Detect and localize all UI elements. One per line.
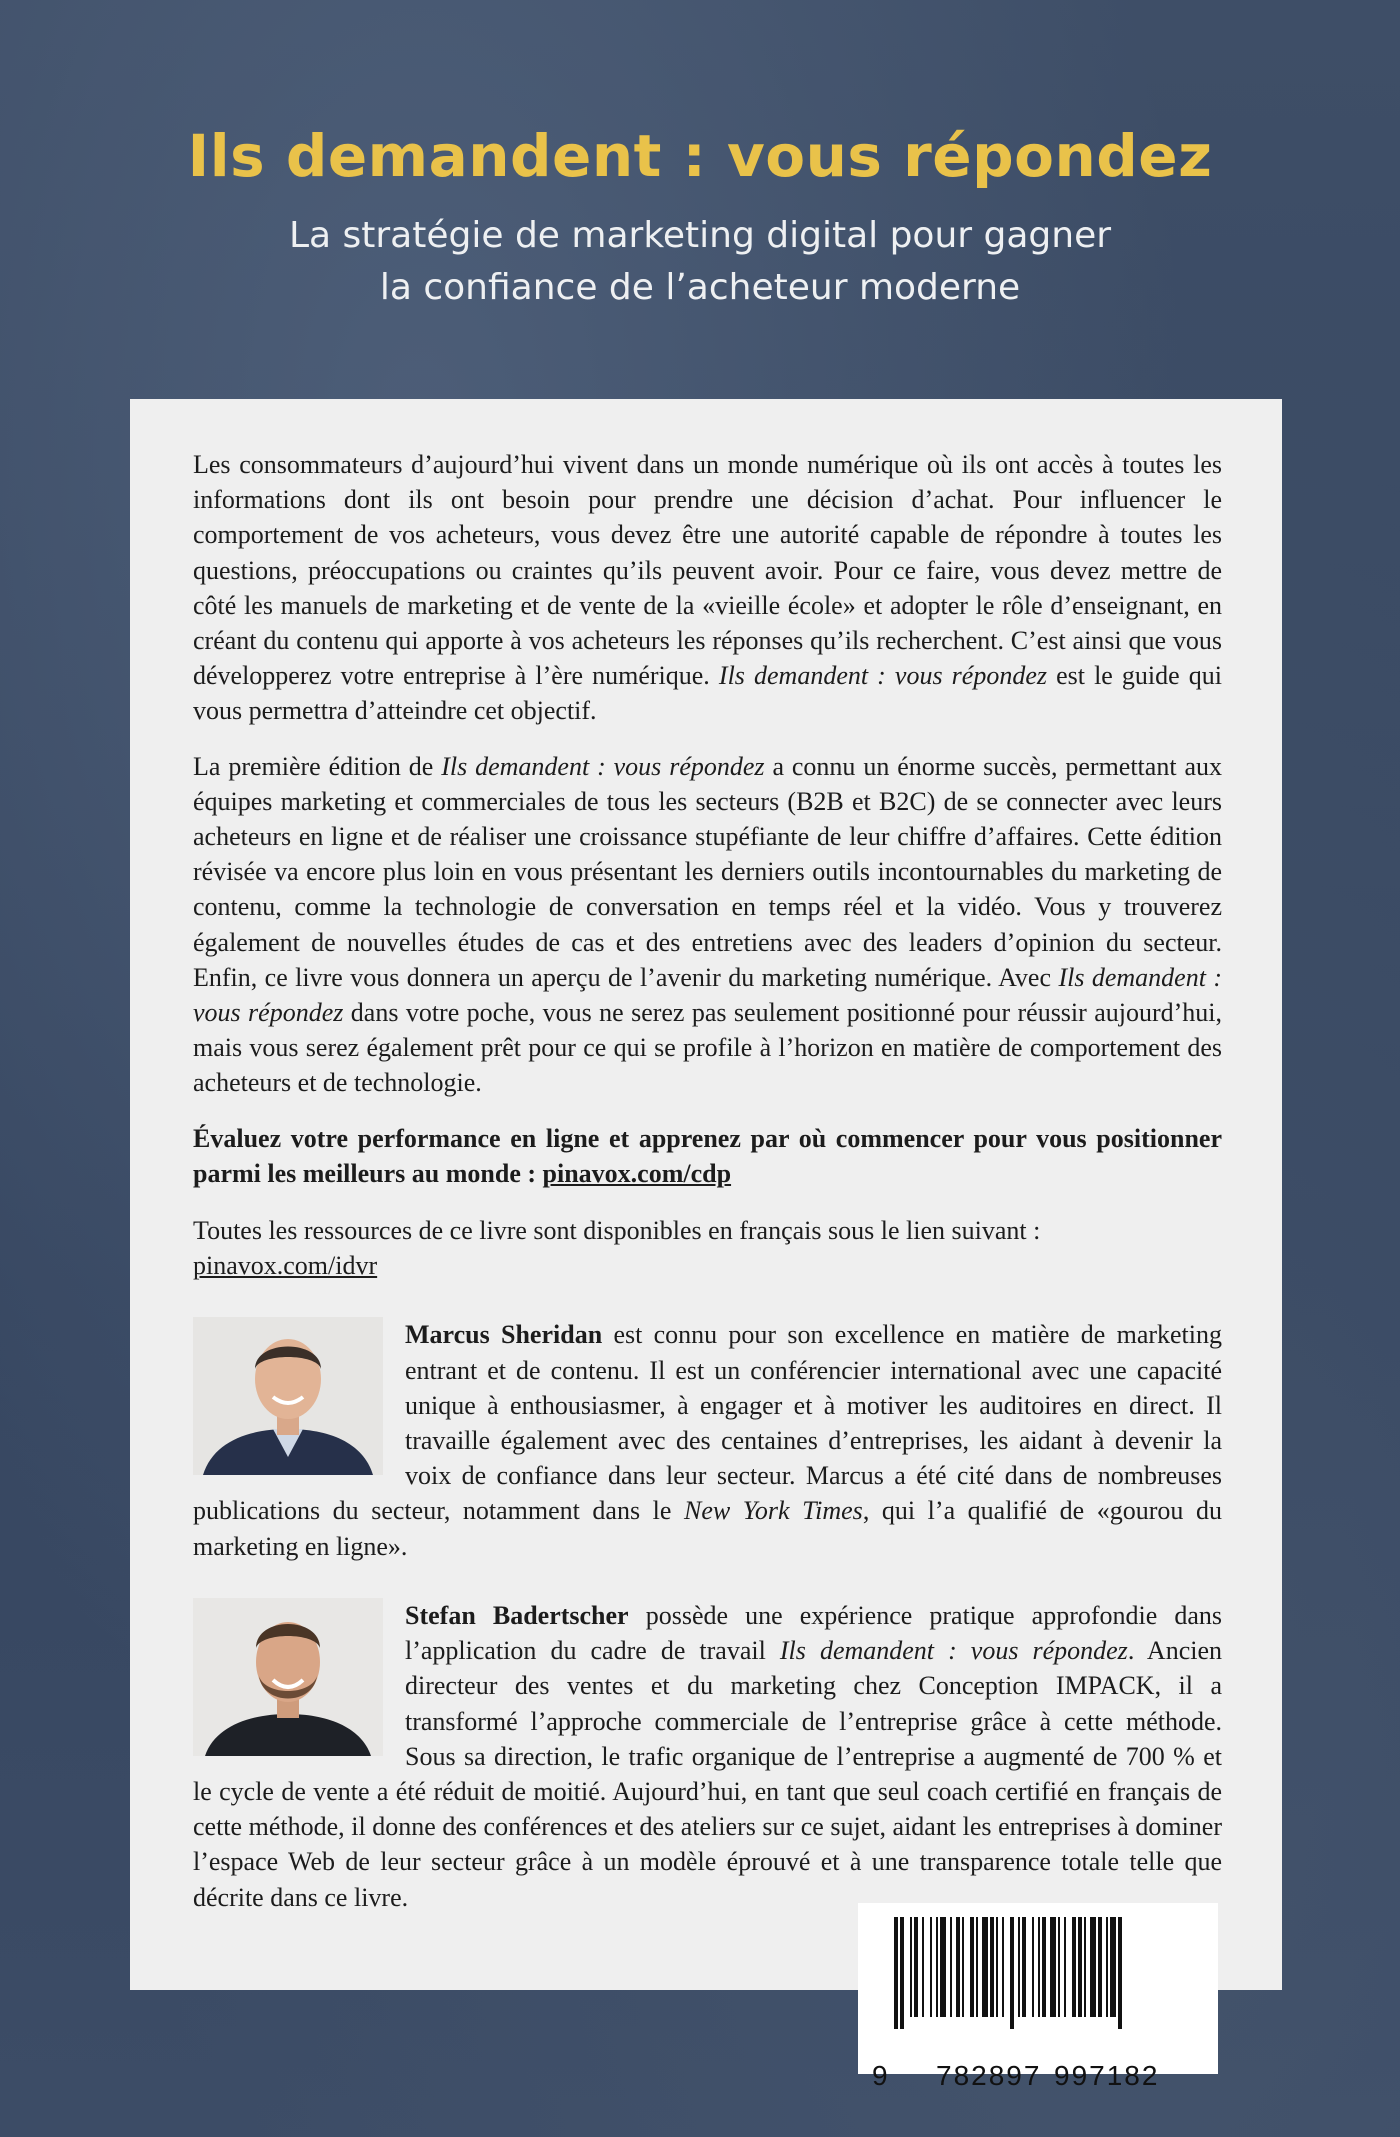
- subtitle-line-1: La stratégie de marketing digital pour gagner: [288, 215, 1112, 256]
- barcode-bar: [914, 1917, 918, 2017]
- barcode-bar: [970, 1917, 974, 2017]
- intro-paragraph: Les consommateurs d’aujourd’hui vivent dans un monde numérique où ils ont accès à toutes les informations dont ils ont besoin pour prendre une décision d’achat. Pour influencer le comportement de vos acheteurs, vous devez être une autorité capable de répondre à toutes les questions, préoccupations ou craintes qu’ils peuvent avoir. Pour ce faire, vous devez mettre de côté les manuels de marketing et de vente de la «vieille école» et adopter le rôle d’enseignant, en créant du contenu qui apporte à vos acheteurs les réponses qu’ils recherchent. C’est ainsi que vous développerez votre entreprise à l’ère numérique. Ils demandent : vous répondez est le guide qui vous permettra d’atteindre cet objectif.: [193, 450, 1223, 726]
- author-name-marcus: Marcus Sheridan: [405, 1320, 603, 1350]
- barcode-icon: [888, 1917, 1188, 2029]
- back-cover-text-panel: [130, 399, 1282, 1990]
- barcode-bar: [910, 1917, 912, 2017]
- barcode-bar: [1050, 1917, 1056, 2017]
- subtitle-line-2: la confiance de l’acheteur moderne: [379, 267, 1021, 308]
- barcode-bar: [1018, 1917, 1020, 2017]
- barcode-bar: [976, 1917, 978, 2017]
- evaluation-callout: Évaluez votre performance en ligne et apprenez par où commencer pour vous positionner parmi les meilleurs au monde : pinavox.com/cdp: [193, 1123, 1222, 1188]
- book-title-italic: Ils demandent : vous répondez: [441, 751, 765, 781]
- barcode-bar: [1072, 1917, 1076, 2017]
- barcode-digit-group-2: 997182: [1054, 2060, 1160, 2091]
- barcode-bar: [930, 1917, 932, 2017]
- barcode-bar: [894, 1917, 898, 2029]
- barcode-bar: [1064, 1917, 1066, 2017]
- author-portrait-icon: [193, 1317, 383, 1475]
- barcode-bar: [1022, 1917, 1026, 2017]
- edition-paragraph: La première édition de Ils demandent : vous répondez a connu un énorme succès, permettant aux équipes marketing et commerciales de tous les secteurs (B2B et B2C) de se connecter avec leurs acheteurs en ligne et de réaliser une croissance stupéfiante de leur chiffre d’affaires. Cette édition révisée va encore plus loin en vous présentant les derniers outils incontournables du marketing de contenu, comme la technologie de conversation en temps réel et la vidéo. Vous y trouverez également de nouvelles études de cas et des entretiens avec des leaders d’opinion du secteur. Enfin, ce livre vous donnera un aperçu de l’avenir du marketing numérique. Avec Ils demandent : vous répondez dans votre poche, vous ne serez pas seulement positionné pour réussir aujourd’hui, mais vous serez également prêt pour ce qui se profile à l’horizon en matière de comportement des acheteurs et de technologie.: [193, 751, 1223, 1098]
- barcode-bar: [1110, 1917, 1116, 2017]
- barcode-bar: [996, 1917, 998, 2017]
- author-photo-marcus: [193, 1317, 383, 1475]
- barcode-bar: [1038, 1917, 1040, 2017]
- barcode-bar: [1002, 1917, 1004, 2017]
- barcode-bar: [1090, 1917, 1096, 2017]
- book-subtitle: [0, 210, 1400, 314]
- resources-paragraph: Toutes les ressources de ce livre sont disponibles en français sous le lien suivant : pinavox.com/idvr: [193, 1216, 1041, 1281]
- barcode-bar: [922, 1917, 924, 2017]
- barcode-digit-group-1: 782897: [936, 2060, 1042, 2091]
- barcode-bar: [1118, 1917, 1122, 2029]
- barcode-bar: [962, 1917, 964, 2017]
- barcode-bar: [1098, 1917, 1102, 2017]
- barcode-bar: [1058, 1917, 1060, 2017]
- author-bio-marcus: Marcus Sheridan est connu pour son excellence en matière de marketing entrant et de contenu. Il est un conférencier international avec une capacité unique à enthousiasmer, à engager et à motiver les auditoires en direct. Il travaille également avec des centaines d’entreprises, les aidant à devenir la voix de confiance dans leur secteur. Marcus a été cité dans de nombreuses publications du secteur, notamment dans le New York Times, qui l’a qualifié de «gourou du marketing en ligne».: [193, 1317, 1222, 1563]
- book-title: Ils demandent : vous répondez: [187, 122, 1213, 190]
- barcode-bar: [1078, 1917, 1082, 2017]
- barcode-bar: [950, 1917, 952, 2017]
- barcode-bar: [1042, 1917, 1046, 2017]
- barcode-bar: [1084, 1917, 1086, 2017]
- book-title-italic: Ils demandent : vous répondez: [718, 661, 1047, 691]
- barcode-bar: [990, 1917, 994, 2017]
- barcode-bar: [936, 1917, 938, 2017]
- book-title-italic: Ils demandent : vous répondez: [193, 962, 1222, 1028]
- barcode-bar: [940, 1917, 946, 2017]
- cdp-link[interactable]: pinavox.com/cdp: [542, 1158, 732, 1188]
- barcode-bar: [956, 1917, 960, 2017]
- author-portrait-icon: [193, 1598, 383, 1756]
- barcode-bar: [1010, 1917, 1014, 2029]
- barcode-bar: [900, 1917, 904, 2029]
- isbn-barcode: [858, 1903, 1218, 2091]
- barcode-digit-first: 9: [872, 2060, 888, 2091]
- author-name-stefan: Stefan Badertscher: [405, 1600, 629, 1630]
- barcode-bar: [1032, 1917, 1034, 2017]
- barcode-bar: [982, 1917, 988, 2017]
- author-bio-stefan: Stefan Badertscher possède une expérience pratique approfondie dans l’application du cadre de travail Ils demandent : vous répondez. Ancien directeur des ventes et du marketing chez Conception IMPACK, il a transformé l’approche commerciale de l’entreprise grâce à cette méthode. Sous sa direction, le trafic organique de l’entreprise a augmenté de 700 % et le cycle de vente a été réduit de moitié. Aujourd’hui, en tant que seul coach certifié en français de cette méthode, il donne des conférences et des ateliers sur ce sujet, aidant les entreprises à dominer l’espace Web de leur secteur grâce à un modèle éprouvé et à une transparence totale telle que décrite dans ce livre.: [193, 1598, 1222, 1915]
- author-photo-stefan: [193, 1598, 383, 1756]
- barcode-bar: [1106, 1917, 1108, 2017]
- idvr-link[interactable]: pinavox.com/idvr: [193, 1251, 378, 1281]
